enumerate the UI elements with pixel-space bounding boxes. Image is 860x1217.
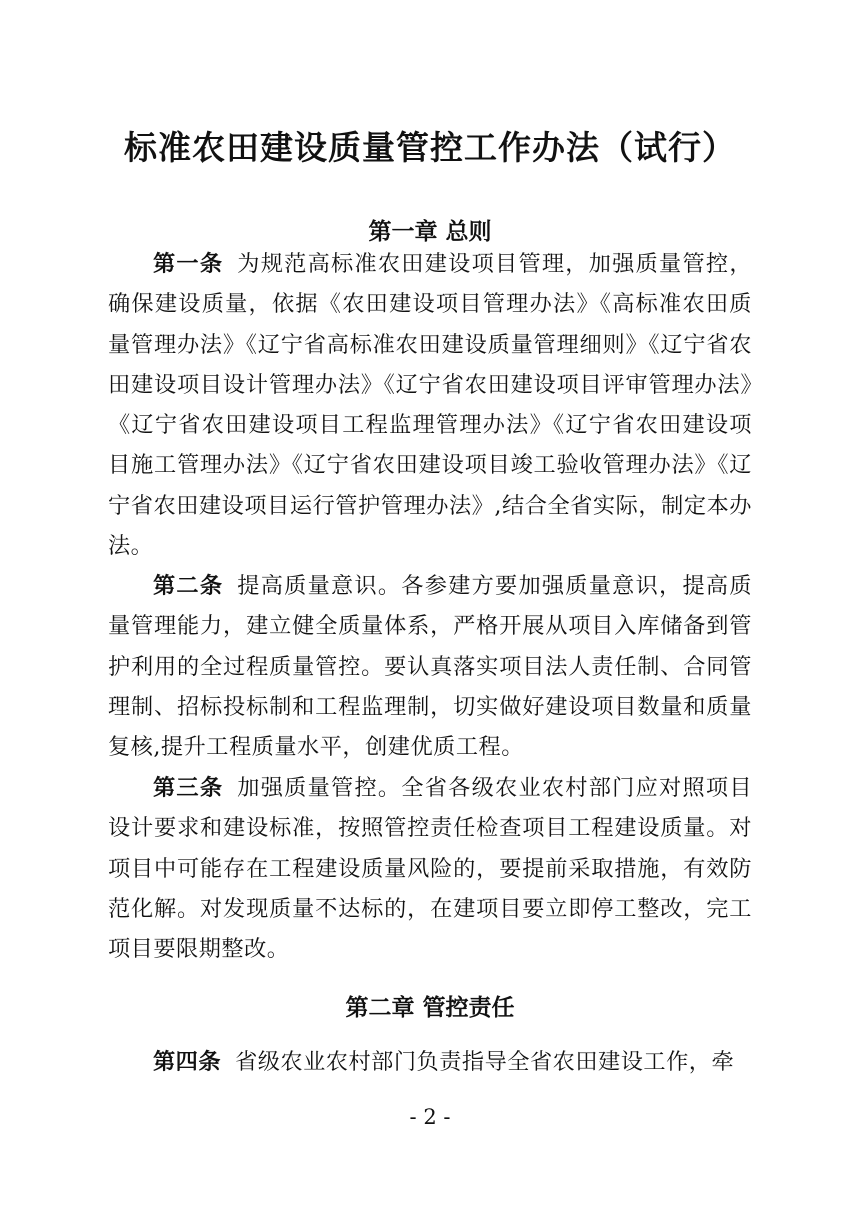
article-text: 省级农业农村部门负责指导全省农田建设工作，牵 [235, 1049, 735, 1075]
article-text: 提高质量意识。各参建方要加强质量意识，提高质量管理能力，建立健全质量体系，严格开展从项目入库储备到管护利用的全过程质量管控。要认真落实项目法人责任制、合同管理制、招标投标制和工程监理制，切实做好建设项目数量和质量复核,提升工程质量水平，创建优质工程。 [108, 573, 753, 761]
article-paragraph [108, 244, 752, 566]
article-label: 第三条 [153, 775, 224, 801]
article-paragraph [108, 566, 752, 767]
article-paragraph [108, 768, 752, 969]
page-number: - 2 - [409, 1105, 451, 1129]
chapter-heading: 第二章 管控责任 [345, 995, 515, 1021]
article-text: 为规范高标准农田建设项目管理，加强质量管控，确保建设质量，依据《农田建设项目管理办法》《高标准农田质量管理办法》《辽宁省高标准农田建设质量管理细则》《辽宁省农田建设项目设计管理办法》《辽宁省农田建设项目评审管理办法》《辽宁省农田建设项目工程监理管理办法》《辽宁省农田建设项目施工管理办法》《辽宁省农田建设项目竣工验收管理办法》《辽宁省农田建设项目运行管护管理办法》,结合全省实际，制定本办法。 [108, 251, 753, 560]
article-label: 第一条 [153, 251, 224, 277]
chapter-heading: 第一章 总则 [368, 219, 492, 245]
article-label: 第二条 [153, 573, 224, 599]
article-paragraph [108, 1042, 752, 1082]
article-text: 加强质量管控。全省各级农业农村部门应对照项目设计要求和建设标准，按照管控责任检查项目工程建设质量。对项目中可能存在工程建设质量风险的，要提前采取措施，有效防范化解。对发现质量不达标的，在建项目要立即停工整改，完工项目要限期整改。 [108, 775, 753, 963]
article-label: 第四条 [153, 1049, 222, 1075]
document-title: 标准农田建设质量管控工作办法（试行） [124, 128, 736, 167]
